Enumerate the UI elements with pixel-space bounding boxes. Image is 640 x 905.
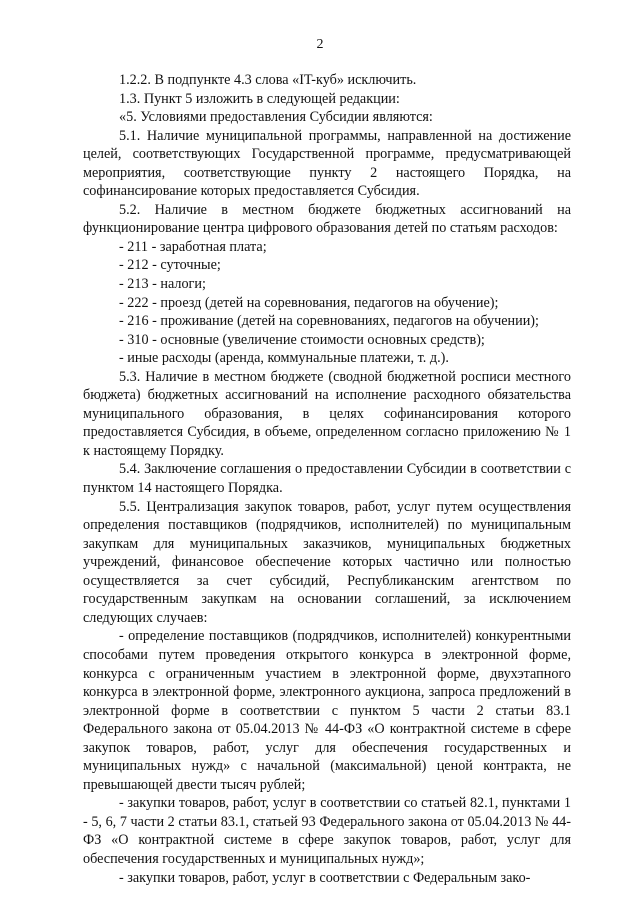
list-item: - 310 - основные (увеличение стоимости основных средств); [119,331,485,348]
paragraph: 1.2.2. В подпункте 4.3 слова «IT-куб» исключить. [119,72,417,88]
paragraph: «5. Условиями предоставления Субсидии являются: [119,109,433,126]
paragraph: 5.4. Заключение соглашения о предоставлении Субсидии в соответствии с пунктом 14 настоящего Порядка. [83,461,571,497]
list-item: - иные расходы (аренда, коммунальные платежи, т. д.). [119,350,449,367]
list-item: - 211 - заработная плата; [119,238,267,255]
list-item: - 216 - проживание (детей на соревнованиях, педагогов на обучении); [119,313,539,330]
list-item: - 212 - суточные; [119,257,221,274]
list-item: - закупки товаров, работ, услуг в соответствии с Федеральным зако- [119,869,531,886]
document-body [83,71,571,887]
list-item: - закупки товаров, работ, услуг в соответствии со статьей 82.1, пунктами 1 - 5, 6, 7 части 2 статьи 83.1, статьей 93 Федерального закона от 05.04.2013 № 44-ФЗ «О контрактной системе в сфере закупок товаров, работ, услуг для обеспечения государственных и муниципальных нужд»; [83,795,571,867]
paragraph: 5.1. Наличие муниципальной программы, направленной на достижение целей, соответствующих Государственной программе, предусматривающей мероприятия, соответствующие пункту 2 настоящего Порядка, на софинансирование которых предоставляется Субсидия. [83,127,571,200]
paragraph: 5.2. Наличие в местном бюджете бюджетных ассигнований на функционирование центра цифрового образования детей по статьям расходов: [83,201,571,237]
paragraph: 1.3. Пункт 5 изложить в следующей редакции: [119,90,400,107]
page-number: 2 [316,37,324,52]
list-item: - 222 - проезд (детей на соревнования, педагогов на обучение); [119,294,499,311]
list-item: - определение поставщиков (подрядчиков, исполнителей) конкурентными способами путем проведения открытого конкурса в электронной форме, конкурса с ограниченным участием в электронной форме, двухэтапного конкурса в электронной форме, электронного аукциона, запроса предложений в электронной форме в соответствии с пунктом 5 части 2 статьи 83.1 Федерального закона от 05.04.2013 № 44-ФЗ «О контрактной системе в сфере закупок товаров, работ, услуг для обеспечения государственных и муниципальных нужд» с начальной (максимальной) ценой контракта, не превышающей двести тысяч рублей; [83,628,571,793]
paragraph: 5.5. Централизация закупок товаров, работ, услуг путем осуществления определения поставщиков (подрядчиков, исполнителей) по муниципальным закупкам для муниципальных заказчиков, муниципальных бюджетных учреждений, финансовое обеспечение которых частично или полностью осуществляется за счет субсидий, Республиканским агентством по государственным закупкам на основании соглашений, за исключением следующих случаев: [83,498,571,626]
list-item: - 213 - налоги; [119,276,206,293]
paragraph: 5.3. Наличие в местном бюджете (сводной бюджетной росписи местного бюджета) бюджетных ассигнований на исполнение расходного обязательства муниципального образования, в целях софинансирования которого предоставляется Субсидия, в объеме, определенном согласно приложению № 1 к настоящему Порядку. [83,368,571,459]
